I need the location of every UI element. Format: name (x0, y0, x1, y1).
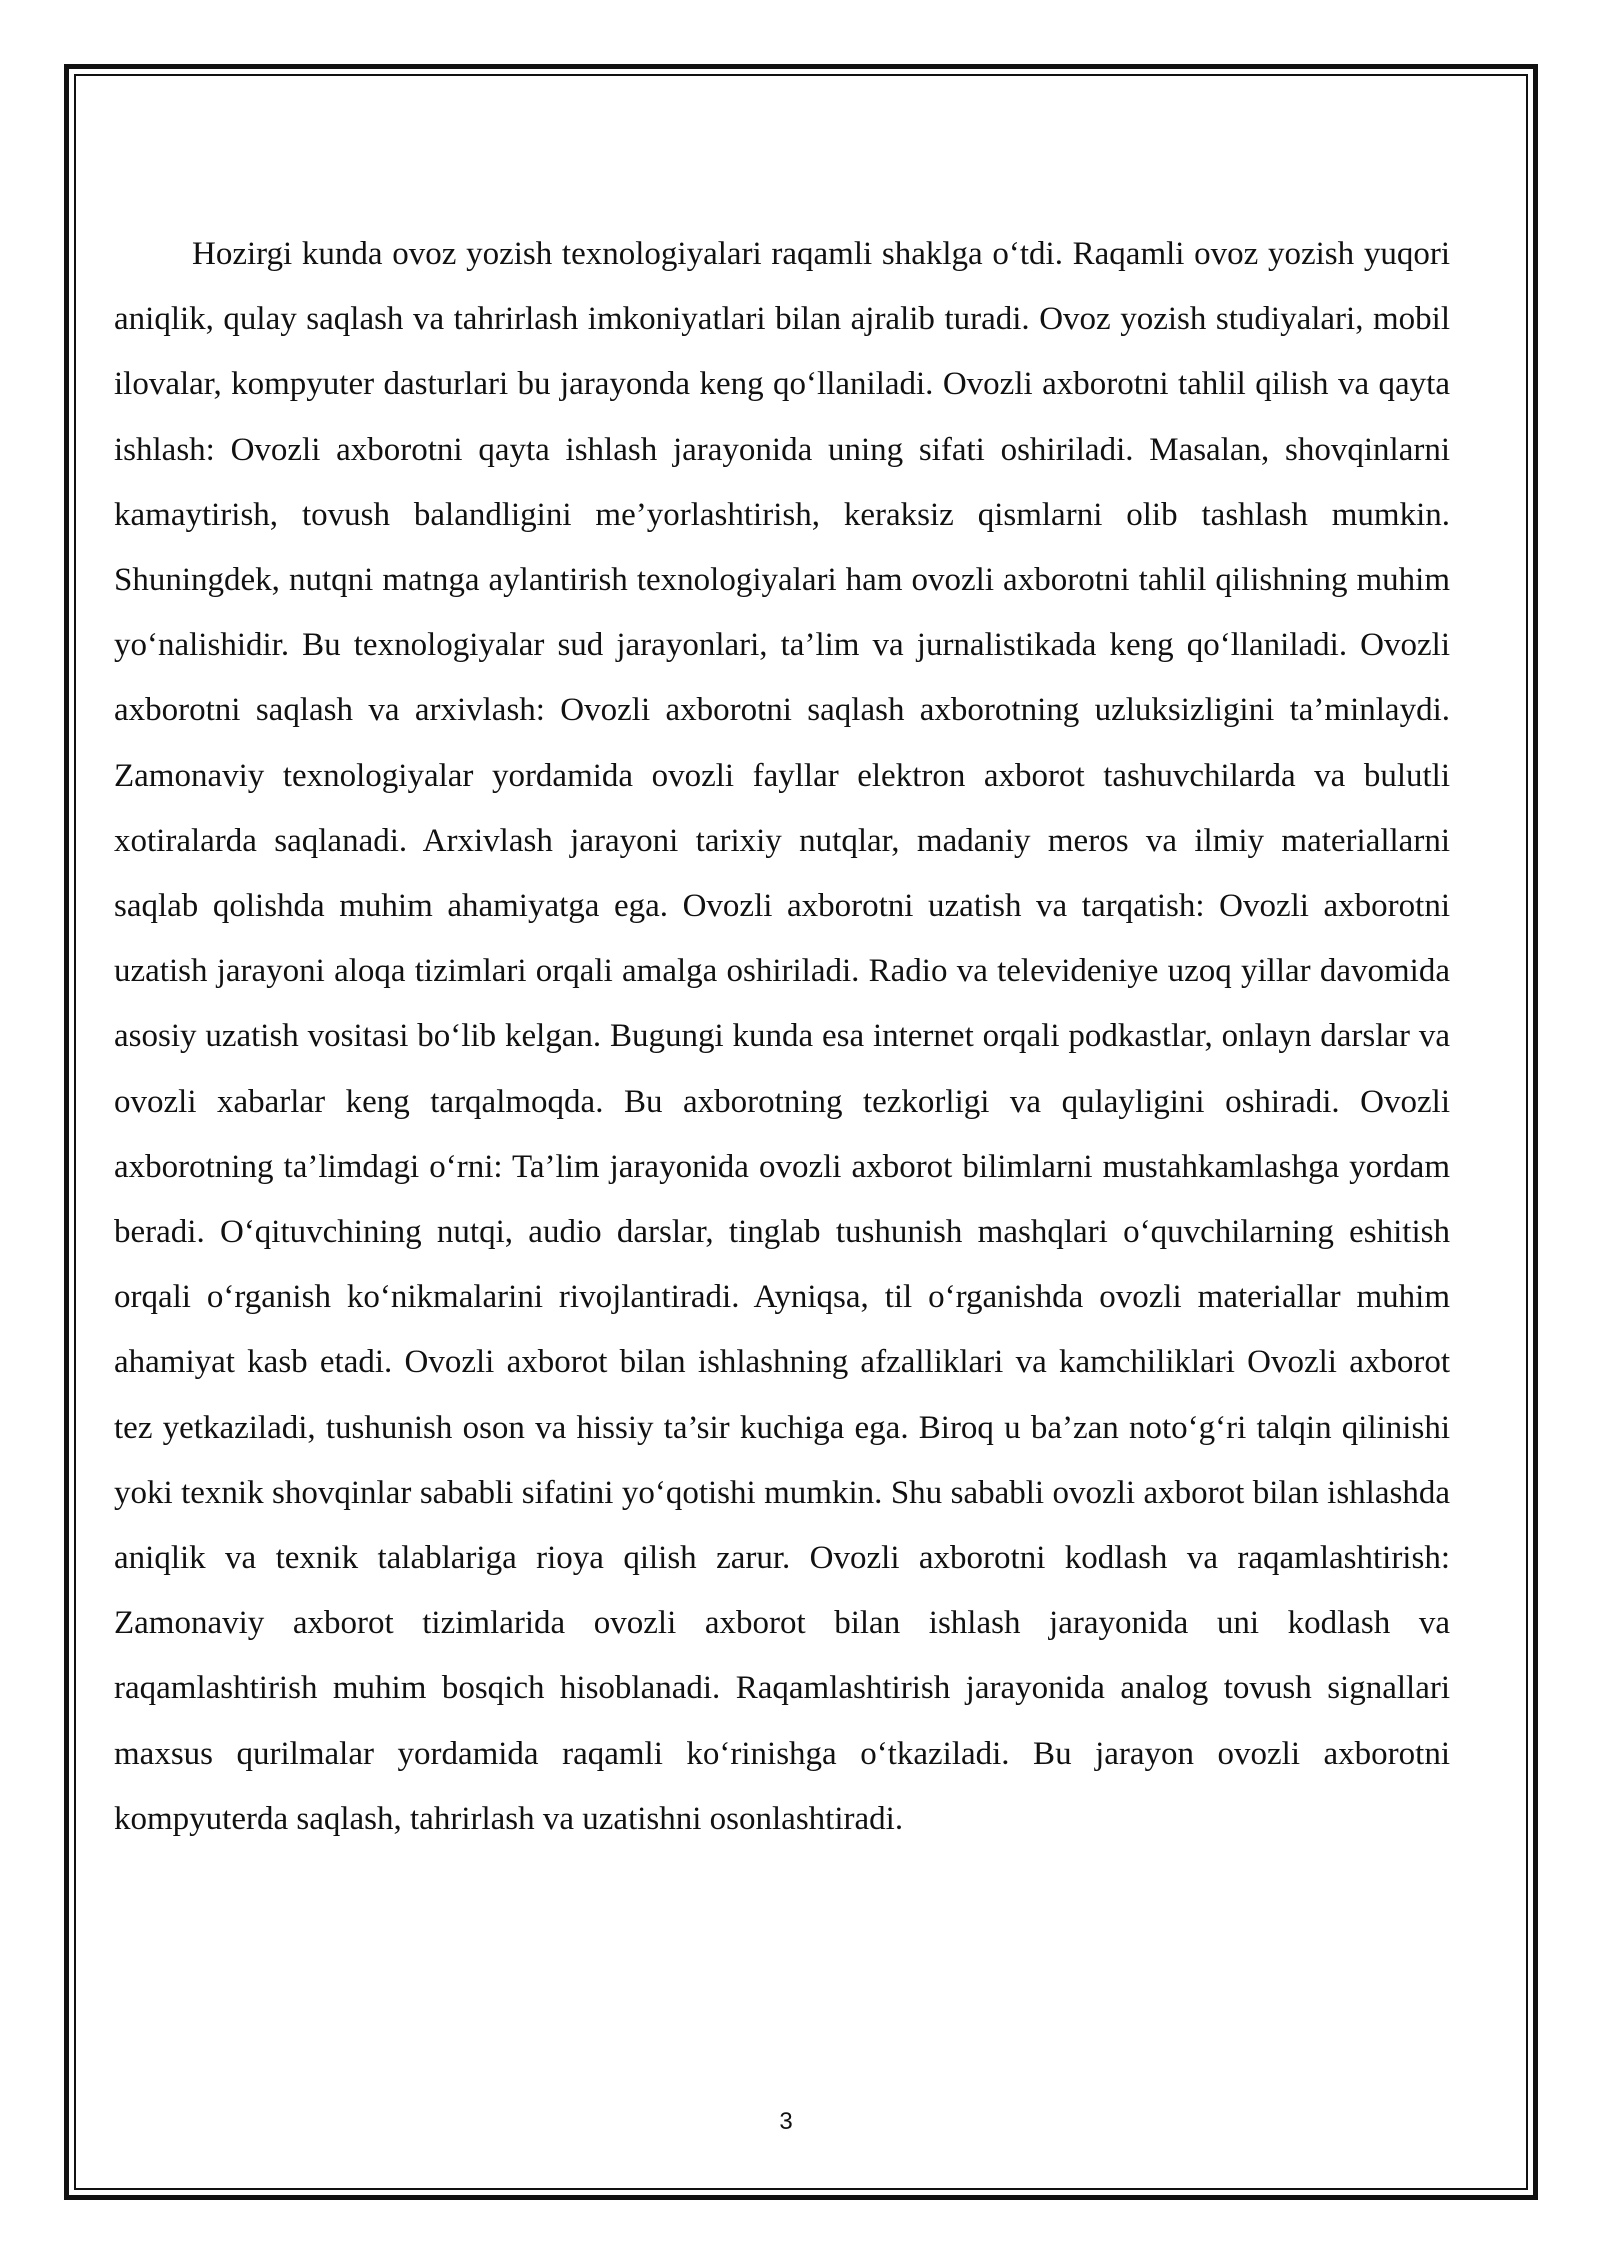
page-number: 3 (779, 2108, 793, 2135)
body-paragraph: Hozirgi kunda ovoz yozish texnologiyalari raqamli shaklga o‘tdi. Raqamli ovoz yozish yuqori aniqlik, qulay saqlash va tahrirlash imkoniyatlari bilan ajralib turadi. Ovoz yozish studiyalari, mobil ilovalar, kompyuter dasturlari bu jarayonda keng qo‘llaniladi. Ovozli axborotni tahlil qilish va qayta ishlash: Ovozli axborotni qayta ishlash jarayonida uning sifati oshiriladi. Masalan, shovqinlarni kamaytirish, tovush balandligini me’yorlashtirish, keraksiz qismlarni olib tashlash mumkin. Shuningdek, nutqni matnga aylantirish texnologiyalari ham ovozli axborotni tahlil qilishning muhim yo‘nalishidir. Bu texnologiyalar sud jarayonlari, ta’lim va jurnalistikada keng qo‘llaniladi. Ovozli axborotni saqlash va arxivlash: Ovozli axborotni saqlash axborotning uzluksizligini ta’minlaydi. Zamonaviy texnologiyalar yordamida ovozli fayllar elektron axborot tashuvchilarda va bulutli xotiralarda saqlanadi. Arxivlash jarayoni tarixiy nutqlar, madaniy meros va ilmiy materiallarni saqlab qolishda muhim ahamiyatga ega. Ovozli axborotni uzatish va tarqatish: Ovozli axborotni uzatish jarayoni aloqa tizimlari orqali amalga oshiriladi. Radio va televideniye uzoq yillar davomida asosiy uzatish vositasi bo‘lib kelgan. Bugungi kunda esa internet orqali podkastlar, onlayn darslar va ovozli xabarlar keng tarqalmoqda. Bu axborotning tezkorligi va qulayligini oshiradi. Ovozli axborotning ta’limdagi o‘rni: Ta’lim jarayonida ovozli axborot bilimlarni mustahkamlashga yordam beradi. O‘qituvchining nutqi, audio darslar, tinglab tushunish mashqlari o‘quvchilarning eshitish orqali o‘rganish ko‘nikmalarini rivojlantiradi. Ayniqsa, til o‘rganishda ovozli materiallar muhim ahamiyat kasb etadi. Ovozli axborot bilan ishlashning afzalliklari va kamchiliklari Ovozli axborot tez yetkaziladi, tushunish oson va hissiy ta’sir kuchiga ega. Biroq u ba’zan noto‘g‘ri talqin qilinishi yoki texnik shovqinlar sababli sifatini yo‘qotishi mumkin. Shu sababli ovozli axborot bilan ishlashda aniqlik va texnik talablariga rioya qilish zarur. Ovozli axborotni kodlash va raqamlashtirish: Zamonaviy axborot tizimlarida ovozli axborot bilan ishlash jarayonida uni kodlash va raqamlashtirish muhim bosqich hisoblanadi. Raqamlashtirish jarayonida analog tovush signallari maxsus qurilmalar yordamida raqamli ko‘rinishga o‘tkaziladi. Bu jarayon ovozli axborotni kompyuterda saqlash, tahrirlash va uzatishni osonlashtiradi. (114, 236, 1450, 1837)
